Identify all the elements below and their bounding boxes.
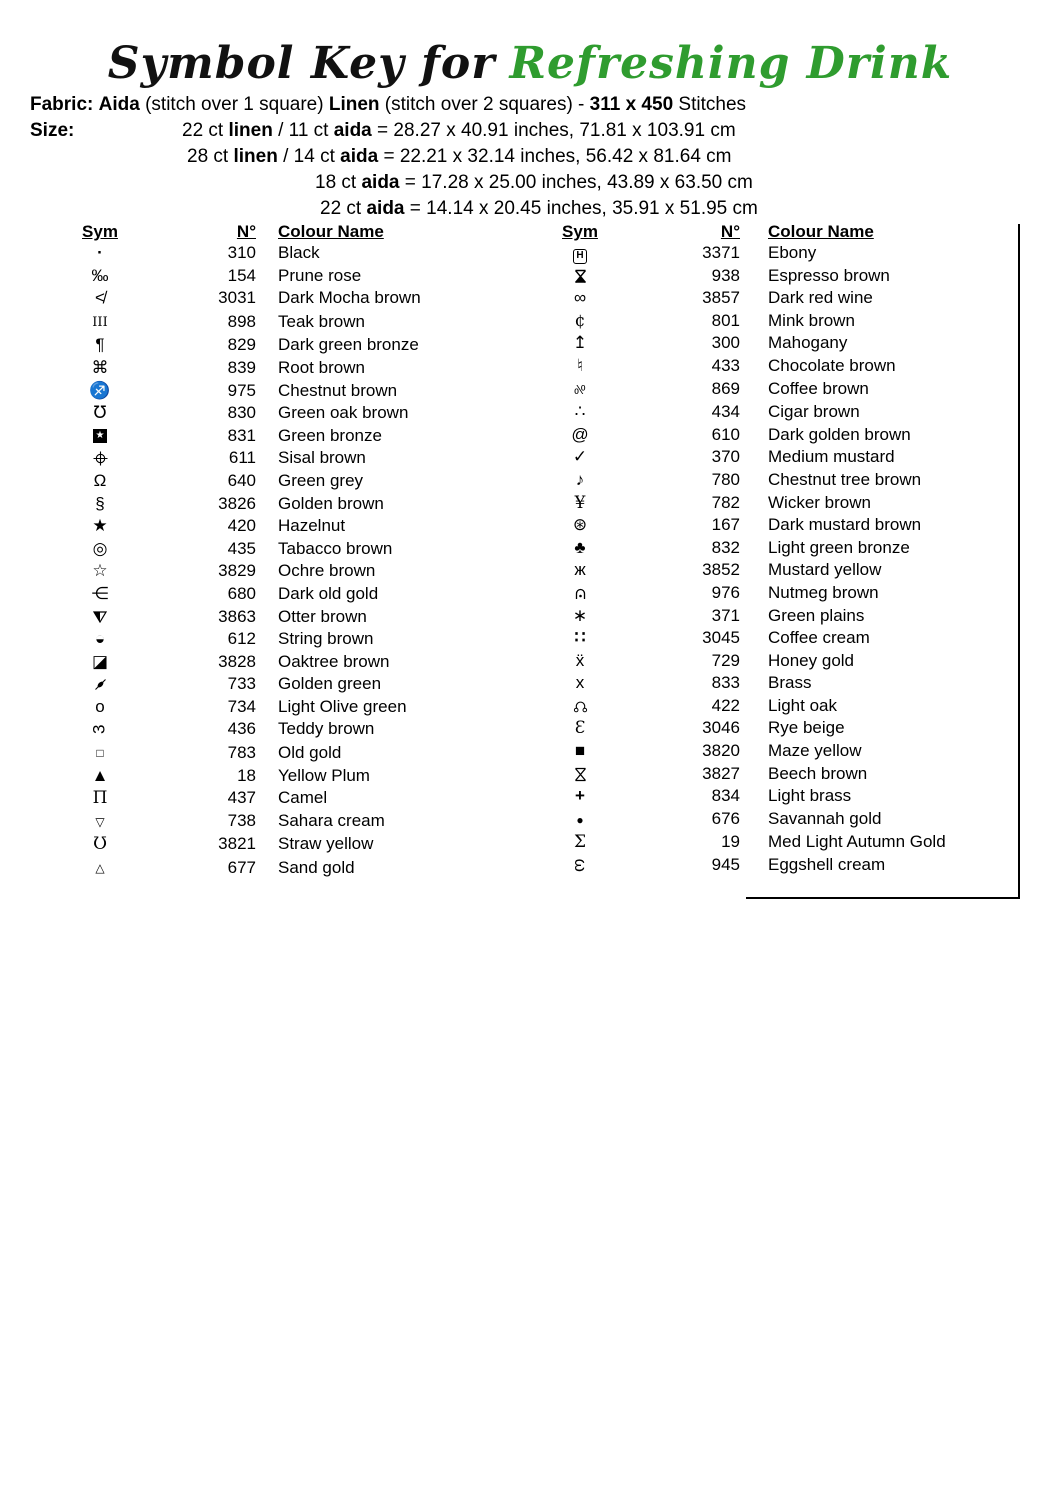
symbol-glyph: ● xyxy=(576,812,584,827)
table-row xyxy=(548,287,1018,310)
colour-name: Dark red wine xyxy=(768,288,873,308)
symbol-glyph: Σ xyxy=(573,832,587,853)
table-row xyxy=(64,357,534,380)
symbol-glyph: § xyxy=(95,493,105,513)
text-segment: = 17.28 x 25.00 inches, 43.89 x 63.50 cm xyxy=(399,172,753,193)
size-line-1 xyxy=(182,120,736,142)
colour-name: Camel xyxy=(278,788,328,808)
colour-number: 310 xyxy=(227,243,256,262)
table-row xyxy=(64,696,534,719)
symbol-glyph: ¥ xyxy=(574,492,586,513)
text-segment: (stitch over 1 square) xyxy=(139,94,329,115)
symbol-glyph: @ xyxy=(571,424,589,444)
colour-number: 832 xyxy=(711,537,740,557)
symbol-glyph: Ω xyxy=(93,470,107,490)
colour-name: Light green bronze xyxy=(768,537,910,557)
colour-number: 3828 xyxy=(218,651,256,671)
text-segment: Aida xyxy=(98,94,140,115)
colour-number: 829 xyxy=(227,335,256,355)
table-row xyxy=(548,831,1018,854)
colour-name: Tabacco brown xyxy=(278,538,393,558)
symbol-table-left xyxy=(64,216,534,880)
text-segment: 22 ct xyxy=(320,198,367,219)
colour-number: 975 xyxy=(227,380,256,400)
table-row xyxy=(548,785,1018,808)
colour-number: 830 xyxy=(227,403,256,423)
symbol-glyph: o xyxy=(95,696,105,716)
text-segment: = 22.21 x 32.14 inches, 56.42 x 81.64 cm xyxy=(378,146,732,167)
column-header-sym: Sym xyxy=(562,222,598,241)
table-row xyxy=(548,514,1018,537)
symbol-glyph: ≮ xyxy=(95,288,105,308)
symbol-glyph: ‰ xyxy=(91,265,109,285)
colour-number: 19 xyxy=(721,832,740,852)
colour-number: 738 xyxy=(227,811,256,831)
colour-number: 976 xyxy=(711,582,740,602)
colour-name: Teddy brown xyxy=(278,719,375,739)
column-header-colour-name: Colour Name xyxy=(278,222,384,241)
symbol-glyph: + xyxy=(575,786,585,806)
table-row xyxy=(548,854,1018,877)
colour-name: Sahara cream xyxy=(278,811,385,831)
text-segment: Linen xyxy=(328,94,380,115)
symbol-glyph: ж xyxy=(574,560,586,580)
symbol-glyph: Π xyxy=(92,788,108,809)
symbol-glyph: ▽ xyxy=(95,814,105,829)
colour-name: Green bronze xyxy=(278,425,382,445)
table-row xyxy=(64,334,534,357)
colour-number: 370 xyxy=(711,447,740,467)
size-line-2 xyxy=(187,146,732,168)
table-row xyxy=(64,287,534,310)
colour-number: 3821 xyxy=(218,834,256,854)
colour-number: 3852 xyxy=(702,560,740,580)
colour-name: String brown xyxy=(278,629,374,649)
colour-number: 680 xyxy=(227,583,256,603)
colour-name: Dark old gold xyxy=(278,583,379,603)
symbol-glyph: 3 xyxy=(89,725,109,735)
table-row xyxy=(64,856,534,880)
symbol-glyph: ■ xyxy=(574,741,586,761)
text-segment: aida xyxy=(366,198,405,219)
colour-number: 3045 xyxy=(702,628,740,648)
symbol-glyph: ⊛ xyxy=(572,515,588,535)
colour-number: 3857 xyxy=(702,288,740,308)
table-row xyxy=(64,515,534,538)
colour-name: Medium mustard xyxy=(768,447,895,467)
colour-number: 734 xyxy=(227,696,256,716)
symbol-glyph: ⌘ xyxy=(91,357,109,377)
title-pattern-name: Refreshing Drink xyxy=(509,38,953,89)
colour-number: 833 xyxy=(711,673,740,693)
colour-name: Root brown xyxy=(278,357,365,377)
table-row xyxy=(64,493,534,516)
table-row xyxy=(548,265,1018,288)
table-row xyxy=(548,650,1018,673)
size-line-3 xyxy=(315,172,753,194)
table-row xyxy=(64,380,534,403)
text-segment: / 14 ct xyxy=(277,146,341,167)
column-header-no: N° xyxy=(720,222,740,241)
symbol-glyph: ◒ xyxy=(94,629,106,649)
colour-number: 676 xyxy=(711,809,740,829)
table-row xyxy=(64,651,534,674)
table-row xyxy=(64,402,534,425)
symbol-glyph: ¢ xyxy=(574,310,586,331)
symbol-glyph: ⋲ xyxy=(91,583,109,603)
colour-name: Otter brown xyxy=(278,606,367,626)
table-row xyxy=(64,242,534,265)
table-row xyxy=(548,559,1018,582)
column-header-no: N° xyxy=(236,222,256,241)
colour-number: 729 xyxy=(711,650,740,670)
table-row xyxy=(548,717,1018,740)
colour-name: Oaktree brown xyxy=(278,651,390,671)
table-row xyxy=(548,627,1018,650)
colour-name: Green plains xyxy=(768,605,865,625)
colour-number: 733 xyxy=(227,674,256,694)
table-row xyxy=(64,606,534,629)
symbol-glyph: ∞ xyxy=(573,288,587,308)
header-row xyxy=(64,216,534,242)
colour-number: 3829 xyxy=(218,561,256,581)
colour-name: Beech brown xyxy=(768,763,868,783)
colour-number: 834 xyxy=(711,786,740,806)
table-row xyxy=(548,446,1018,469)
colour-number: 801 xyxy=(711,310,740,330)
text-segment: aida xyxy=(361,172,400,193)
symbol-glyph: ♐ xyxy=(89,380,111,400)
colour-number: 782 xyxy=(711,492,740,512)
colour-name: Green oak brown xyxy=(278,403,409,423)
half-filled-triangle-icon xyxy=(93,607,107,626)
colour-name: Old gold xyxy=(278,742,342,762)
colour-name: Rye beige xyxy=(768,718,845,738)
text-segment: 18 ct xyxy=(315,172,362,193)
table-row xyxy=(64,787,534,810)
table-row xyxy=(64,560,534,583)
colour-number: 300 xyxy=(711,333,740,353)
colour-number: 612 xyxy=(227,629,256,649)
colour-number: 437 xyxy=(227,788,256,808)
colour-number: 3827 xyxy=(702,763,740,783)
symbol-glyph: ẍ xyxy=(575,650,585,670)
colour-number: 436 xyxy=(227,719,256,739)
symbol-glyph: · xyxy=(97,243,103,262)
colour-name: Golden green xyxy=(278,674,382,694)
symbol-glyph: ¶ xyxy=(95,335,105,355)
table-row xyxy=(64,810,534,834)
text-segment: 22 ct xyxy=(182,120,229,141)
colour-number: 433 xyxy=(711,355,740,375)
colour-number: 780 xyxy=(711,469,740,489)
colour-name: Green grey xyxy=(278,470,364,490)
colour-name: Light brass xyxy=(768,786,852,806)
colour-number: 783 xyxy=(227,742,256,762)
table-row xyxy=(548,808,1018,832)
symbol-glyph: ℧ xyxy=(93,403,107,423)
table-row xyxy=(64,425,534,448)
symbol-glyph: ▲ xyxy=(91,765,109,785)
table-row xyxy=(548,242,1018,265)
colour-number: 434 xyxy=(711,402,740,422)
text-segment: Stitches xyxy=(673,94,747,115)
colour-number: 154 xyxy=(227,265,256,285)
text-segment: / 11 ct xyxy=(272,120,334,141)
colour-name: Golden brown xyxy=(278,493,384,513)
colour-name: Straw yellow xyxy=(278,834,374,854)
colour-name: Med Light Autumn Gold xyxy=(768,832,946,852)
colour-name: Light Olive green xyxy=(278,696,407,716)
text-segment: aida xyxy=(333,120,372,141)
column-header-colour-name: Colour Name xyxy=(768,222,874,241)
symbol-glyph: ♪ xyxy=(575,469,585,489)
colour-number: 869 xyxy=(711,379,740,399)
symbol-glyph: % xyxy=(574,381,586,397)
colour-number: 3031 xyxy=(218,288,256,308)
colour-number: 938 xyxy=(711,265,740,285)
star-in-box-icon: ★ xyxy=(93,429,107,443)
table-row xyxy=(64,265,534,288)
table-row xyxy=(548,672,1018,695)
symbol-glyph: Ʊ xyxy=(92,834,108,855)
colour-name: Chestnut brown xyxy=(278,380,398,400)
colour-name: Prune rose xyxy=(278,265,362,285)
crosshair-icon xyxy=(93,448,108,467)
text-segment: aida xyxy=(340,146,379,167)
table-row xyxy=(548,401,1018,424)
table-row xyxy=(548,492,1018,515)
table-row xyxy=(64,765,534,788)
symbol-glyph: ◎ xyxy=(92,538,108,558)
column-header-sym: Sym xyxy=(82,222,118,241)
table-row xyxy=(548,332,1018,355)
table-row xyxy=(64,310,534,335)
colour-number: 839 xyxy=(227,357,256,377)
colour-name: Maze yellow xyxy=(768,741,862,761)
colour-number: 831 xyxy=(227,425,256,445)
arch-with-dot-icon xyxy=(574,583,587,602)
colour-name: Ochre brown xyxy=(278,561,376,581)
table-row xyxy=(64,470,534,493)
symbol-glyph: ∷ xyxy=(574,628,586,648)
symbol-glyph: △ xyxy=(95,861,105,876)
colour-name: Mahogany xyxy=(768,333,848,353)
text-segment: 311 x 450 xyxy=(589,94,674,115)
symbol-glyph: ∗ xyxy=(572,605,588,625)
table-row xyxy=(548,605,1018,628)
colour-name: Coffee brown xyxy=(768,379,869,399)
symbol-glyph: ♮ xyxy=(576,355,584,375)
symbol-glyph: ✓ xyxy=(572,447,588,467)
arch-with-rings-icon xyxy=(573,696,588,715)
colour-name: Sand gold xyxy=(278,857,355,877)
colour-name: Savannah gold xyxy=(768,809,882,829)
symbol-glyph: Ɛ xyxy=(574,718,586,739)
table-row xyxy=(548,378,1018,402)
colour-number: 610 xyxy=(711,424,740,444)
colour-name: Honey gold xyxy=(768,650,855,670)
hourglass-icon xyxy=(574,764,587,783)
colour-name: Light oak xyxy=(768,695,837,715)
colour-number: 898 xyxy=(227,311,256,331)
text-segment: = 28.27 x 40.91 inches, 71.81 x 103.91 cm xyxy=(371,120,736,141)
symbol-glyph: ☆ xyxy=(92,561,108,581)
symbol-glyph: ♣ xyxy=(574,537,586,557)
colour-number: 945 xyxy=(711,855,740,875)
colour-name: Mink brown xyxy=(768,310,855,330)
title-prefix: Symbol Key for xyxy=(107,38,496,89)
table-row xyxy=(548,695,1018,718)
table-row xyxy=(64,583,534,606)
colour-number: 640 xyxy=(227,470,256,490)
table-row xyxy=(548,469,1018,492)
boxed-h-icon: H xyxy=(573,249,587,264)
table-row xyxy=(548,763,1018,786)
table-row xyxy=(548,355,1018,378)
table-row xyxy=(548,740,1018,763)
colour-name: Yellow Plum xyxy=(278,765,370,785)
text-segment: Fabric: xyxy=(30,94,94,115)
colour-name: Mustard yellow xyxy=(768,560,882,580)
symbol-glyph: III xyxy=(92,314,108,330)
symbol-glyph: ω xyxy=(571,858,591,872)
colour-name: Black xyxy=(278,243,320,262)
colour-name: Dark golden brown xyxy=(768,424,911,444)
colour-name: Coffee cream xyxy=(768,628,870,648)
text-segment: 28 ct xyxy=(187,146,234,167)
table-row xyxy=(64,628,534,651)
colour-number: 3863 xyxy=(218,606,256,626)
text-segment: linen xyxy=(228,120,273,141)
symbol-glyph: ↥ xyxy=(572,333,588,353)
colour-number: 420 xyxy=(227,516,256,536)
colour-number: 3820 xyxy=(702,741,740,761)
table-row xyxy=(64,833,534,856)
colour-number: 371 xyxy=(711,605,740,625)
header-row xyxy=(548,216,1018,242)
table-row xyxy=(64,718,534,741)
page-title xyxy=(0,38,1060,89)
colour-name: Wicker brown xyxy=(768,492,871,512)
text-segment: = 14.14 x 20.45 inches, 35.91 x 51.95 cm xyxy=(404,198,758,219)
colour-name: Eggshell cream xyxy=(768,855,886,875)
colour-name: Chestnut tree brown xyxy=(768,469,922,489)
colour-number: 3826 xyxy=(218,493,256,513)
colour-name: Nutmeg brown xyxy=(768,582,879,602)
colour-name: Dark Mocha brown xyxy=(278,288,421,308)
symbol-glyph: □ xyxy=(96,746,104,761)
colour-number: 611 xyxy=(228,448,256,468)
colour-number: 677 xyxy=(227,857,256,877)
colour-number: 18 xyxy=(237,765,256,785)
table-row xyxy=(548,582,1018,605)
colour-name: Teak brown xyxy=(278,311,365,331)
table-row xyxy=(548,537,1018,560)
table-row xyxy=(64,447,534,470)
colour-name: Sisal brown xyxy=(278,448,366,468)
table-row xyxy=(64,741,534,765)
table-row xyxy=(64,673,534,696)
colour-name: Dark mustard brown xyxy=(768,515,922,535)
table-row xyxy=(548,310,1018,333)
filled-hourglass-icon xyxy=(574,266,587,285)
symbol-table-right xyxy=(548,216,1018,877)
leaf-icon xyxy=(94,674,107,693)
colour-name: Hazelnut xyxy=(278,516,346,536)
colour-number: 3371 xyxy=(702,243,740,262)
symbol-glyph: ◪ xyxy=(91,651,109,671)
colour-number: 167 xyxy=(711,515,740,535)
text-segment: linen xyxy=(233,146,278,167)
symbol-glyph: x xyxy=(575,673,585,693)
table-row xyxy=(548,424,1018,447)
colour-name: Ebony xyxy=(768,243,817,262)
fabric-line xyxy=(30,94,746,116)
colour-name: Cigar brown xyxy=(768,402,860,422)
colour-name: Dark green bronze xyxy=(278,335,419,355)
colour-name: Brass xyxy=(768,673,812,693)
colour-name: Chocolate brown xyxy=(768,355,896,375)
text-segment: (stitch over 2 squares) - xyxy=(379,94,590,115)
colour-number: 422 xyxy=(711,695,740,715)
symbol-glyph: ∴ xyxy=(574,402,586,422)
table-row xyxy=(64,538,534,561)
colour-name: Espresso brown xyxy=(768,265,890,285)
symbol-glyph: ★ xyxy=(92,516,108,536)
colour-number: 3046 xyxy=(702,718,740,738)
size-label: Size: xyxy=(30,120,75,141)
colour-number: 435 xyxy=(227,538,256,558)
